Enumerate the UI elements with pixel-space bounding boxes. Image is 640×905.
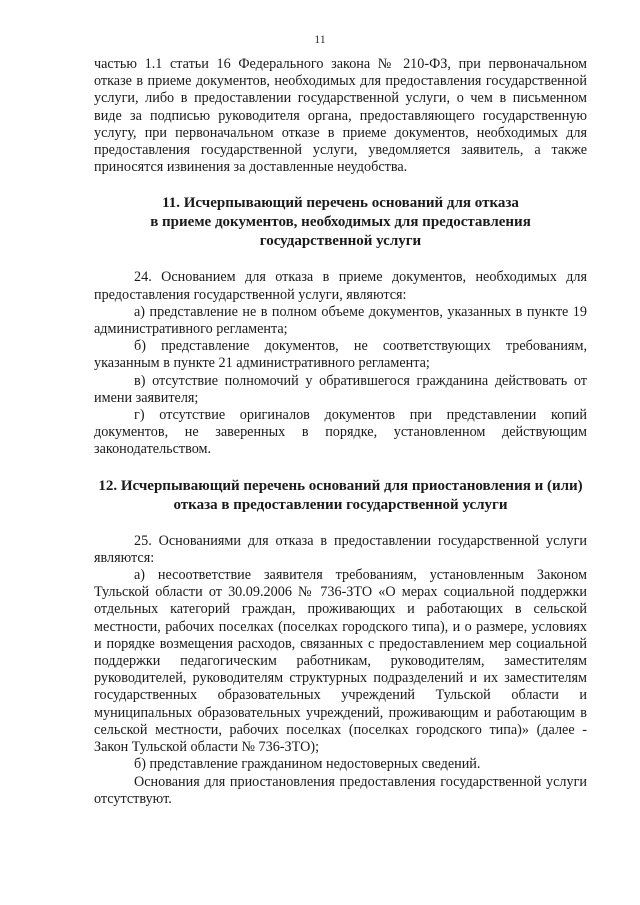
section-11-heading-line-2: в приеме документов, необходимых для предоставления — [150, 214, 531, 231]
spacer — [94, 459, 587, 477]
list-item-v: в) отсутствие полномочий у обратившегося гражданина действовать от имени заявителя; — [94, 372, 587, 406]
section-12 — [94, 477, 587, 808]
paragraph-25: 25. Основаниями для отказа в предоставлении государственной услуги являются: — [94, 532, 587, 566]
list-item-a: а) несоответствие заявителя требованиям, установленным Законом Тульской области от 30.09.2006 № 736-ЗТО «О мерах социальной поддержки отдельных категорий граждан, проживающих и работающих в сельской местности, рабочих поселках (поселках городского типа), и о размере, условиях и порядке возмещения расходов, связанных с предоставлением мер социальной поддержки педагогическим работникам, руководителям, заместителям руководителей, руководителям структурных подразделений и их заместителям государственных образовательных учреждений Тульской области и муниципальных образовательных учреждений, проживающим и работающим в сельской местности, рабочих поселках (поселках городского типа)» (далее - Закон Тульской области № 736-ЗТО); — [94, 567, 587, 756]
page-number: 11 — [314, 32, 326, 46]
intro-paragraph: частью 1.1 статьи 16 Федерального закона № 210-ФЗ, при первоначальном отказе в приеме документов, необходимых для предоставления государственной услуги, либо в предоставлении государственной услуги, о чем в письменном виде за подписью руководителя органа, предоставляющего государственную услугу, при первоначальном отказе в приеме документов, необходимых для предоставления государственной услуги, уведомляется заявитель, а также приносятся извинения за доставленные неудобства. — [94, 56, 587, 176]
closing-paragraph: Основания для приостановления предоставления государственной услуги отсутствуют. — [94, 773, 587, 807]
spacer — [94, 251, 587, 269]
section-11 — [94, 194, 587, 458]
spacer — [94, 515, 587, 533]
section-11-heading-line-3: государственной услуги — [259, 233, 422, 250]
section-12-heading-line-1: 12. Исчерпывающий перечень оснований для приостановления и (или) — [98, 477, 583, 494]
list-item-b: б) представление гражданином недостоверных сведений. — [134, 756, 481, 773]
document-body — [94, 56, 587, 808]
list-item-g: г) отсутствие оригиналов документов при представлении копий документов, не заверенных в порядке, установленном действующим законодательством. — [94, 407, 587, 458]
list-item-b: б) представление документов, не соответствующих требованиям, указанным в пункте 21 административного регламента; — [94, 338, 587, 372]
list-item-a: а) представление не в полном объеме документов, указанных в пункте 19 административного регламента; — [94, 303, 587, 338]
section-12-heading-line-2: отказа в предоставлении государственной услуги — [173, 496, 508, 513]
paragraph-24: 24. Основанием для отказа в приеме документов, необходимых для предоставления государственной услуги, являются: — [94, 269, 587, 303]
section-11-heading-line-1: 11. Исчерпывающий перечень оснований для отказа — [162, 195, 519, 212]
spacer — [94, 176, 587, 194]
